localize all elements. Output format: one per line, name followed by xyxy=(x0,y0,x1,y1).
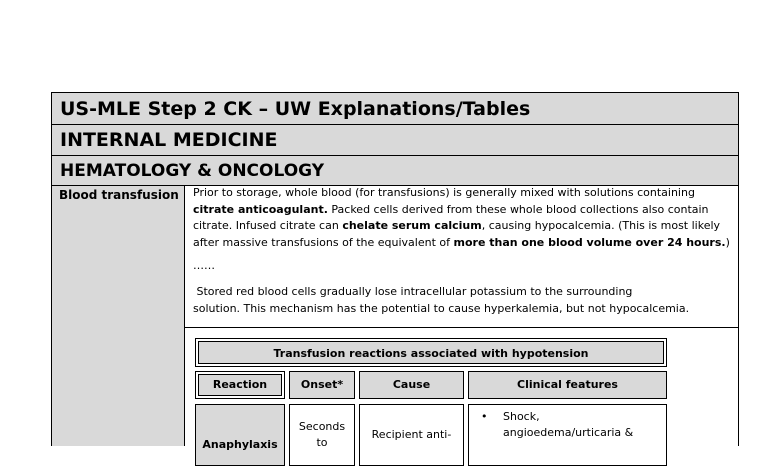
divider xyxy=(185,327,738,328)
inner-table-title: Transfusion reactions associated with hypotension xyxy=(195,338,667,367)
section-heading: HEMATOLOGY & ONCOLOGY xyxy=(52,156,738,186)
subject-heading: INTERNAL MEDICINE xyxy=(52,125,738,156)
explanation-paragraph-2: Stored red blood cells gradually lose intracellular potassium to the surrounding solution. This mechanism has the potential to cause hyperkalemia, but not hypocalcemia. xyxy=(193,285,690,315)
table-cell-cause: Recipient anti- xyxy=(359,404,464,466)
transfusion-reactions-table xyxy=(195,338,668,451)
topic-cell xyxy=(52,186,185,446)
entry-row xyxy=(52,186,738,451)
column-header-cause: Cause xyxy=(359,371,464,399)
document-table xyxy=(51,92,739,451)
explanation-cell xyxy=(185,186,738,451)
table-cell-onset: Seconds to xyxy=(289,404,355,466)
explanation-paragraph-1: Prior to storage, whole blood (for transfusions) is generally mixed with solutions containing citrate anticoagulant. Packed cells derived from these whole blood collections also contain citrate. Infused citrate can chelate serum calcium, causing hypocalcemia. (This is most likely after massive transfusions of the equivalent of more than one blood volume over 24 hours.) xyxy=(193,186,730,249)
column-header-onset: Onset* xyxy=(289,371,355,399)
table-cell-clinical-features xyxy=(468,404,667,466)
column-header-clinical-features: Clinical features xyxy=(468,371,667,399)
table-cell-reaction: Anaphylaxis xyxy=(195,404,285,466)
column-header-reaction: Reaction xyxy=(195,371,285,399)
list-item: angioedema/urticaria & xyxy=(503,426,634,439)
ellipsis: …… xyxy=(193,259,215,272)
list-item: • Shock, xyxy=(481,409,666,425)
document-title: US-MLE Step 2 CK – UW Explanations/Tables xyxy=(52,92,738,125)
topic-label: Blood transfusion xyxy=(59,188,179,202)
features-list xyxy=(469,405,666,441)
